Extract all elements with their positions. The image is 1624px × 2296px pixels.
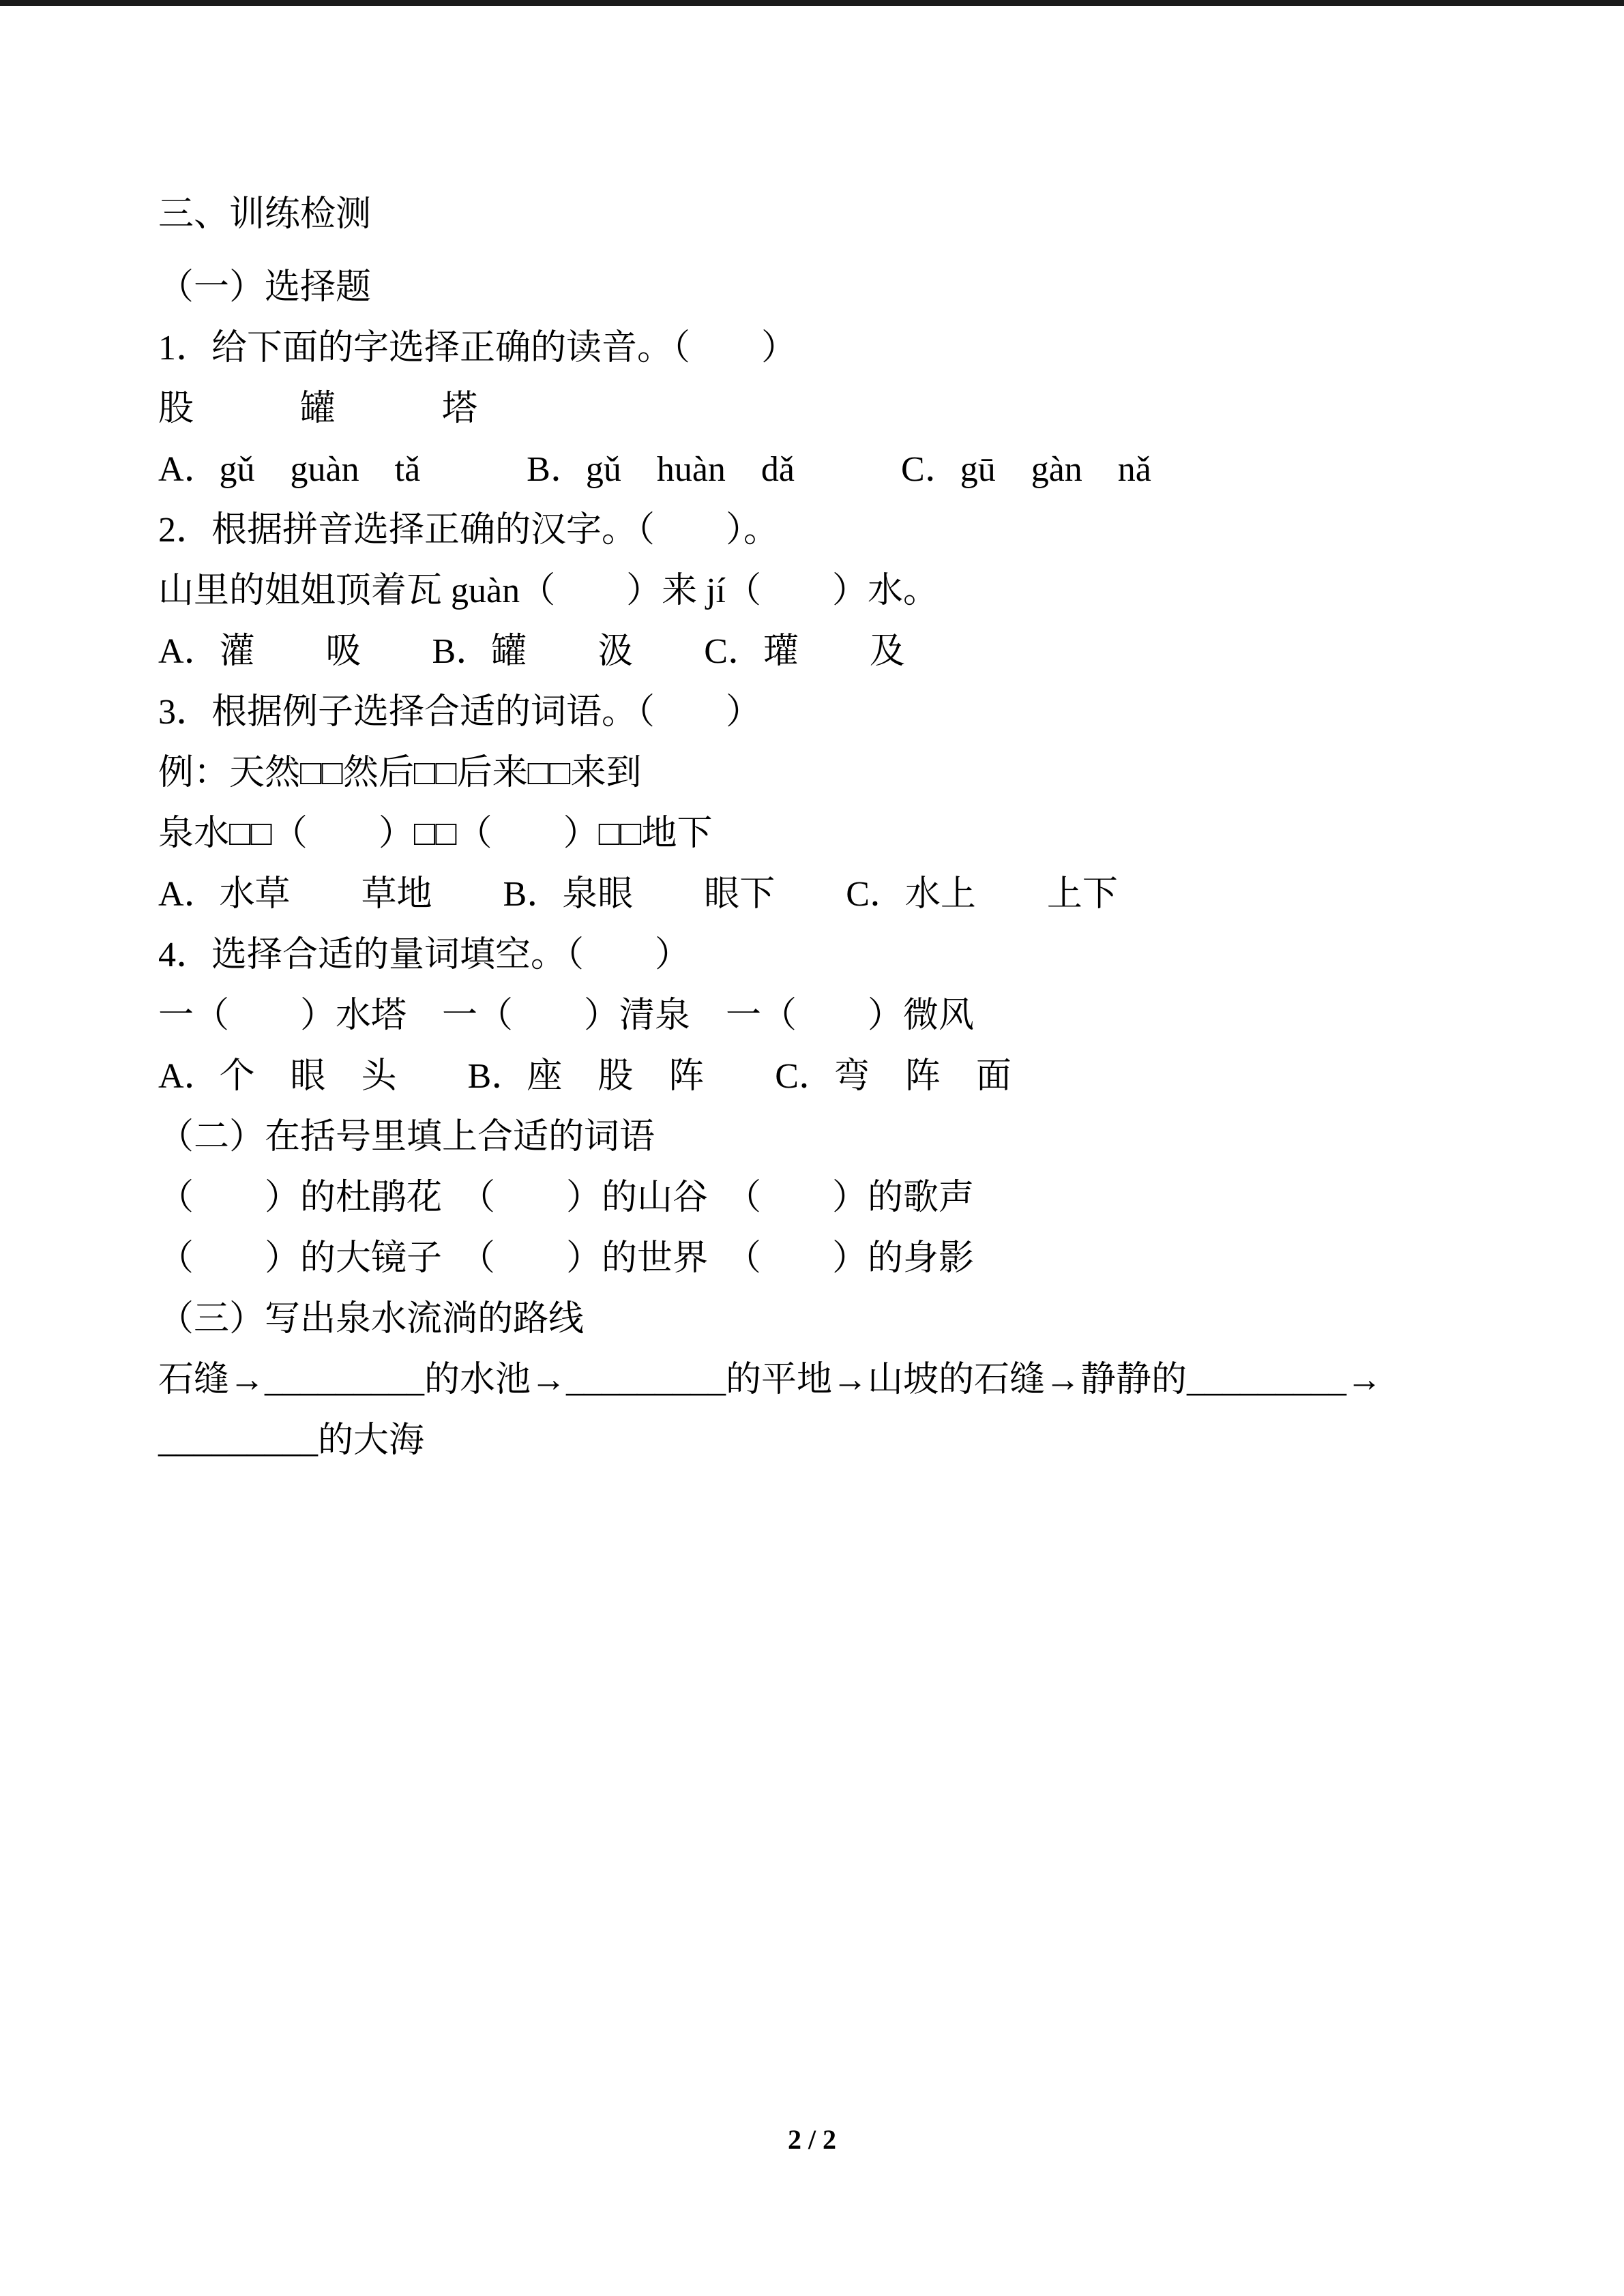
question-4-options: A．个 眼 头 B．座 股 阵 C．弯 阵 面 bbox=[158, 1057, 1012, 1096]
part-two-heading: （二）在括号里填上合适的词语 bbox=[158, 1118, 655, 1157]
question-3-stem: 3．根据例子选择合适的词语。（ ） bbox=[158, 693, 762, 732]
part-three-heading: （三）写出泉水流淌的路线 bbox=[158, 1300, 585, 1339]
question-4-blanks: 一（ ）水塔 一（ ）清泉 一（ ）微风 bbox=[158, 996, 975, 1035]
question-1-options: A．gǔ guàn tǎ B．gǔ huàn dǎ C．gū gàn nǎ bbox=[158, 450, 1151, 489]
part-three-route-line-2: _________的大海 bbox=[158, 1421, 425, 1460]
part-two-row-2: （ ）的大镜子 （ ）的世界 （ ）的身影 bbox=[158, 1239, 975, 1278]
question-3-exercise: 泉水□□（ ）□□（ ）□□地下 bbox=[158, 814, 713, 853]
question-2-stem: 2．根据拼音选择正确的汉字。（ ）。 bbox=[158, 511, 780, 550]
question-1-stem: 1．给下面的字选择正确的读音。（ ） bbox=[158, 329, 797, 368]
question-2-options: A．灌 吸 B．罐 汲 C．瓘 及 bbox=[158, 632, 905, 671]
page-number: 2 / 2 bbox=[787, 2124, 837, 2155]
question-3-example: 例：天然□□然后□□后来□□来到 bbox=[158, 754, 642, 792]
part-one-heading: （一）选择题 bbox=[158, 268, 372, 307]
part-three-route-line-1: 石缝→_________的水池→_________的平地→山坡的石缝→静静的_________→ bbox=[158, 1360, 1383, 1399]
section-heading: 三、训练检测 bbox=[158, 195, 372, 234]
question-2-sentence: 山里的姐姐顶着瓦 guàn（ ）来 jí（ ）水。 bbox=[158, 571, 939, 610]
question-4-stem: 4．选择合适的量词填空。（ ） bbox=[158, 936, 691, 974]
question-3-options: A．水草 草地 B．泉眼 眼下 C．水上 上下 bbox=[158, 875, 1118, 914]
part-two-row-1: （ ）的杜鹃花 （ ）的山谷 （ ）的歌声 bbox=[158, 1178, 975, 1217]
question-1-characters: 股 罐 塔 bbox=[158, 389, 478, 428]
